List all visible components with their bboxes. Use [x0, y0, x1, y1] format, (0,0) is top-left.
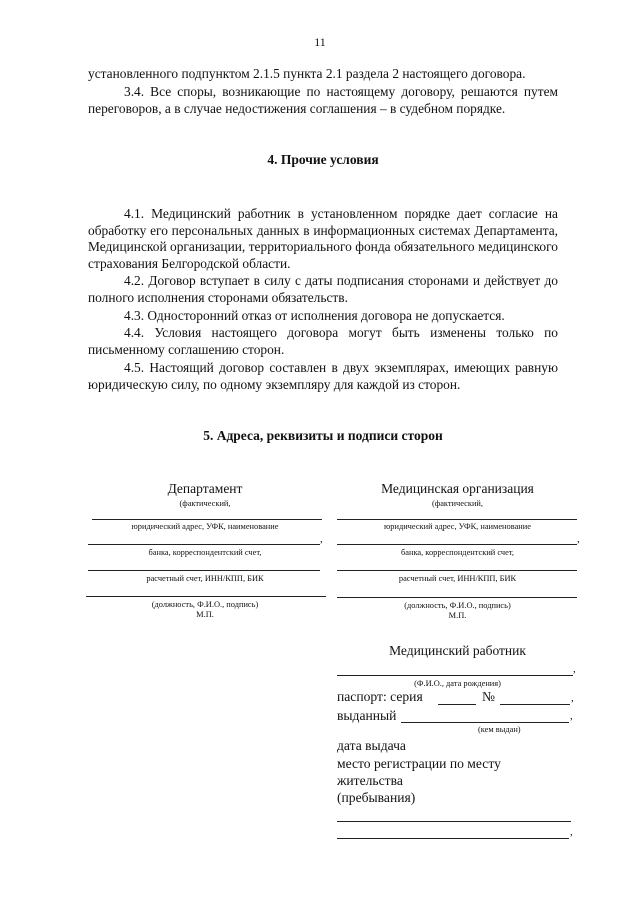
section-4-title: 4. Прочие условия: [267, 152, 379, 167]
paragraph-4-1: 4.1. Медицинский работник в установленном порядке дает согласие на обработку его персональных данных в информационных системах Департамента, Медицинской организации, территориального фонда обязательного медицинского страхования Белгородской области.: [88, 206, 558, 271]
organization-line-2-comma: ,: [577, 533, 580, 545]
organization-caption-1: юридический адрес, УФК, наименование: [384, 522, 531, 531]
department-caption-2: банка, корреспондентский счет,: [148, 548, 262, 557]
department-caption-1: юридический адрес, УФК, наименование: [131, 522, 279, 531]
organization-line-1: [337, 519, 577, 520]
worker-registration-label-1: место регистрации по месту: [337, 756, 501, 771]
worker-passport-series-line: [438, 704, 476, 705]
page-number: 11: [314, 35, 326, 49]
worker-address-comma: ,: [570, 826, 573, 838]
department-caption-3: расчетный счет, ИНН/КПП, БИК: [146, 574, 264, 583]
organization-signature-line: [337, 597, 577, 598]
paragraph-continuation: установленного подпунктом 2.1.5 пункта 2.1 раздела 2 настоящего договора.: [88, 66, 526, 81]
organization-signature-caption: (должность, Ф.И.О., подпись): [404, 601, 511, 610]
worker-fio-comma: ,: [573, 663, 576, 675]
worker-issued-comma: ,: [570, 710, 573, 722]
organization-line-3: [337, 570, 577, 571]
department-line-1: [92, 519, 322, 520]
worker-issued-caption: (кем выдан): [478, 725, 521, 734]
department-subtitle: (фактический,: [179, 499, 231, 508]
department-title: Департамент: [167, 481, 243, 496]
department-line-3: [88, 570, 320, 571]
worker-issue-date-label: дата выдача: [337, 738, 406, 753]
organization-line-2: [337, 544, 577, 545]
paragraph-4-3: 4.3. Односторонний отказ от исполнения договора не допускается.: [124, 308, 505, 323]
worker-title: Медицинский работник: [389, 643, 526, 658]
worker-fio-caption: (Ф.И.О., дата рождения): [414, 679, 501, 688]
organization-stamp-label: М.П.: [448, 611, 467, 620]
organization-subtitle: (фактический,: [431, 499, 483, 508]
worker-passport-number-line: [500, 704, 570, 705]
organization-title: Медицинская организация: [381, 481, 534, 496]
worker-fio-line: [337, 675, 573, 676]
worker-issued-label: выданный: [337, 708, 397, 723]
worker-passport-comma: ,: [571, 692, 574, 704]
department-signature-line: [86, 596, 326, 597]
paragraph-3-4: 3.4. Все споры, возникающие по настоящему договору, решаются путем переговоров, а в случае недостижения соглашения – в судебном порядке.: [88, 84, 558, 116]
organization-caption-2: банка, корреспондентский счет,: [401, 548, 514, 557]
worker-registration-label-3: (пребывания): [337, 790, 416, 805]
worker-registration-label-2: жительства: [337, 773, 403, 788]
department-signature-caption: (должность, Ф.И.О., подпись): [151, 600, 259, 609]
worker-address-line-2: [337, 838, 569, 839]
organization-caption-3: расчетный счет, ИНН/КПП, БИК: [398, 574, 517, 583]
department-line-2: [88, 544, 320, 545]
paragraph-4-5: 4.5. Настоящий договор составлен в двух экземплярах, имеющих равную юридическую силу, по одному экземпляру для каждой из сторон.: [88, 360, 558, 392]
worker-passport-series-label: паспорт: серия: [337, 689, 423, 704]
worker-passport-number-label: №: [482, 689, 495, 704]
paragraph-4-4: 4.4. Условия настоящего договора могут быть изменены только по письменному соглашению сторон.: [88, 325, 558, 357]
department-stamp-label: М.П.: [196, 610, 214, 619]
paragraph-4-2: 4.2. Договор вступает в силу с даты подписания сторонами и действует до полного исполнения сторонами обязательств.: [88, 273, 558, 305]
department-line-2-comma: ,: [320, 533, 323, 545]
worker-issued-line: [401, 722, 569, 723]
worker-address-line-1: [337, 821, 571, 822]
section-5-title: 5. Адреса, реквизиты и подписи сторон: [203, 428, 443, 443]
